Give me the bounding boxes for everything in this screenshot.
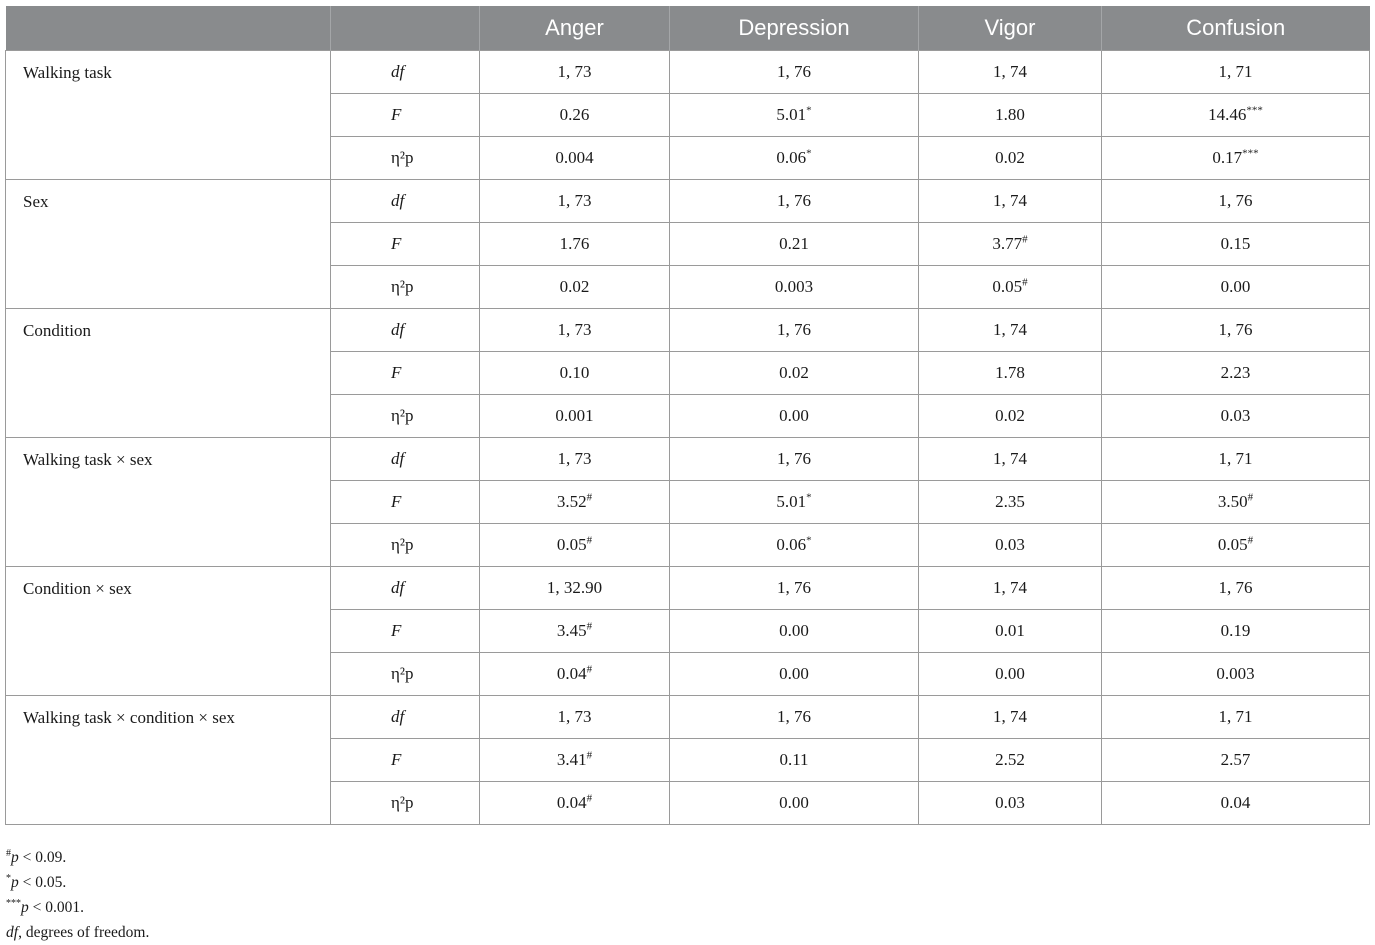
- cell-value: 0.19: [1220, 621, 1251, 640]
- footnote-symbol: ***: [6, 897, 21, 909]
- value-cell: [480, 653, 670, 696]
- cell-value: 0.02: [995, 406, 1025, 425]
- significance-marker: #: [1022, 233, 1028, 246]
- value-cell: [670, 696, 919, 739]
- value-cell: [670, 481, 919, 524]
- footnote-text: < 0.001.: [28, 899, 84, 916]
- value-cell: [1102, 180, 1370, 223]
- cell-value: 0.04: [556, 793, 587, 812]
- effect-label: Walking task × sex: [6, 438, 331, 567]
- value-cell: [919, 94, 1102, 137]
- statistic-label: F: [331, 610, 480, 653]
- cell-value: 3.52: [556, 492, 587, 511]
- statistic-label: df: [331, 180, 480, 223]
- significance-marker: #: [586, 792, 593, 805]
- footnote-text: , degrees of freedom.: [18, 924, 150, 941]
- value-cell: [919, 567, 1102, 610]
- value-cell: [670, 739, 919, 782]
- cell-value: 0.00: [779, 406, 809, 425]
- statistic-label: df: [331, 438, 480, 481]
- statistic-label: F: [331, 481, 480, 524]
- value-cell: [670, 309, 919, 352]
- cell-value: 1, 74: [993, 578, 1027, 597]
- significance-marker: #: [586, 749, 593, 762]
- cell-value: 0.003: [774, 277, 814, 296]
- value-cell: [670, 223, 919, 266]
- statistic-label: F: [331, 739, 480, 782]
- table-row: [6, 438, 1370, 481]
- value-cell: [670, 567, 919, 610]
- value-cell: [670, 653, 919, 696]
- value-cell: [480, 739, 670, 782]
- value-cell: [919, 352, 1102, 395]
- table-body: [6, 51, 1370, 825]
- significance-marker: ***: [1242, 147, 1259, 160]
- value-cell: [1102, 653, 1370, 696]
- header-depression: Depression: [670, 6, 919, 51]
- cell-value: 0.03: [995, 535, 1025, 554]
- value-cell: [1102, 438, 1370, 481]
- cell-value: 1, 71: [1218, 707, 1253, 726]
- table-row: [6, 51, 1370, 94]
- footnote-variable: df: [6, 924, 19, 941]
- significance-marker: *: [806, 534, 812, 547]
- cell-value: 0.15: [1220, 234, 1251, 253]
- cell-value: 1, 73: [557, 191, 592, 210]
- cell-value: 3.41: [556, 750, 587, 769]
- statistic-label: F: [331, 94, 480, 137]
- cell-value: 0.11: [779, 750, 809, 769]
- cell-value: 0.02: [779, 363, 809, 382]
- cell-value: 1, 76: [777, 191, 811, 210]
- table-row: [6, 180, 1370, 223]
- value-cell: [480, 51, 670, 94]
- cell-value: 1, 76: [1218, 191, 1253, 210]
- header-anger: Anger: [480, 6, 670, 51]
- value-cell: [1102, 610, 1370, 653]
- statistic-label: η²p: [331, 782, 480, 825]
- footnote-variable: p: [21, 899, 29, 916]
- statistic-label: df: [331, 51, 480, 94]
- value-cell: [1102, 309, 1370, 352]
- cell-value: 1, 74: [993, 62, 1027, 81]
- effect-label: Walking task: [6, 51, 331, 180]
- cell-value: 0.17: [1212, 148, 1243, 167]
- value-cell: [919, 524, 1102, 567]
- significance-marker: #: [586, 620, 593, 633]
- value-cell: [919, 481, 1102, 524]
- significance-marker: #: [586, 534, 593, 547]
- value-cell: [670, 610, 919, 653]
- value-cell: [919, 309, 1102, 352]
- value-cell: [480, 610, 670, 653]
- table-footnotes: [6, 845, 149, 945]
- significance-marker: #: [586, 663, 593, 676]
- effect-label: Condition: [6, 309, 331, 438]
- table-row: [6, 696, 1370, 739]
- cell-value: 1, 73: [557, 449, 592, 468]
- footnote-symbol: *: [6, 872, 11, 884]
- value-cell: [480, 180, 670, 223]
- value-cell: [919, 696, 1102, 739]
- header-row: [6, 6, 1370, 51]
- significance-marker: *: [806, 147, 812, 160]
- value-cell: [1102, 223, 1370, 266]
- significance-marker: #: [1022, 276, 1028, 289]
- cell-value: 5.01: [776, 492, 807, 511]
- cell-value: 3.77: [992, 234, 1023, 253]
- value-cell: [919, 782, 1102, 825]
- cell-value: 0.04: [1220, 793, 1251, 812]
- value-cell: [1102, 696, 1370, 739]
- cell-value: 0.21: [779, 234, 809, 253]
- cell-value: 2.52: [995, 750, 1025, 769]
- value-cell: [480, 137, 670, 180]
- cell-value: 1, 76: [1218, 578, 1253, 597]
- value-cell: [670, 266, 919, 309]
- value-cell: [670, 782, 919, 825]
- statistic-label: η²p: [331, 137, 480, 180]
- cell-value: 1, 76: [777, 320, 811, 339]
- cell-value: 1, 76: [777, 62, 811, 81]
- cell-value: 0.00: [779, 664, 809, 683]
- cell-value: 0.10: [559, 363, 590, 382]
- cell-value: 0.03: [1220, 406, 1251, 425]
- cell-value: 0.06: [776, 148, 807, 167]
- statistic-label: η²p: [331, 653, 480, 696]
- cell-value: 3.45: [556, 621, 587, 640]
- value-cell: [670, 51, 919, 94]
- cell-value: 0.05: [992, 277, 1023, 296]
- value-cell: [919, 610, 1102, 653]
- cell-value: 2.35: [995, 492, 1025, 511]
- value-cell: [1102, 352, 1370, 395]
- statistic-label: F: [331, 223, 480, 266]
- cell-value: 1, 74: [993, 707, 1027, 726]
- value-cell: [670, 524, 919, 567]
- value-cell: [480, 94, 670, 137]
- cell-value: 0.004: [555, 148, 594, 167]
- cell-value: 14.46: [1208, 105, 1247, 124]
- cell-value: 1, 73: [557, 707, 592, 726]
- header-effect: [6, 6, 331, 51]
- value-cell: [480, 395, 670, 438]
- footnote: [6, 895, 149, 920]
- cell-value: 0.02: [559, 277, 590, 296]
- value-cell: [919, 653, 1102, 696]
- value-cell: [1102, 94, 1370, 137]
- statistic-label: η²p: [331, 395, 480, 438]
- table-row: [6, 309, 1370, 352]
- value-cell: [670, 438, 919, 481]
- statistic-label: df: [331, 696, 480, 739]
- value-cell: [480, 524, 670, 567]
- value-cell: [1102, 266, 1370, 309]
- value-cell: [480, 352, 670, 395]
- cell-value: 3.50: [1217, 492, 1248, 511]
- value-cell: [1102, 51, 1370, 94]
- value-cell: [670, 180, 919, 223]
- cell-value: 1, 71: [1218, 449, 1253, 468]
- value-cell: [480, 567, 670, 610]
- value-cell: [1102, 481, 1370, 524]
- statistic-label: η²p: [331, 524, 480, 567]
- cell-value: 1, 74: [993, 320, 1027, 339]
- cell-value: 0.001: [555, 406, 594, 425]
- cell-value: 1, 32.90: [546, 578, 603, 597]
- value-cell: [919, 395, 1102, 438]
- cell-value: 2.23: [1220, 363, 1251, 382]
- value-cell: [919, 51, 1102, 94]
- footnote: [6, 870, 149, 895]
- significance-marker: ***: [1246, 104, 1263, 117]
- value-cell: [919, 180, 1102, 223]
- cell-value: 0.02: [995, 148, 1025, 167]
- cell-value: 1, 74: [993, 449, 1027, 468]
- value-cell: [670, 352, 919, 395]
- table-row: [6, 567, 1370, 610]
- footnote: [6, 920, 149, 945]
- cell-value: 1, 76: [1218, 320, 1253, 339]
- cell-value: 1, 76: [777, 449, 811, 468]
- footnote: [6, 845, 149, 870]
- value-cell: [480, 266, 670, 309]
- value-cell: [480, 481, 670, 524]
- statistic-label: F: [331, 352, 480, 395]
- cell-value: 0.05: [556, 535, 587, 554]
- value-cell: [1102, 524, 1370, 567]
- value-cell: [919, 739, 1102, 782]
- footnote-variable: p: [11, 849, 19, 866]
- effect-label: Sex: [6, 180, 331, 309]
- cell-value: 0.00: [1220, 277, 1251, 296]
- significance-marker: #: [1247, 491, 1254, 504]
- footnote-variable: p: [11, 874, 19, 891]
- cell-value: 0.00: [779, 793, 809, 812]
- value-cell: [919, 223, 1102, 266]
- statistic-label: η²p: [331, 266, 480, 309]
- cell-value: 1, 76: [777, 707, 811, 726]
- cell-value: 0.03: [995, 793, 1025, 812]
- value-cell: [1102, 567, 1370, 610]
- value-cell: [1102, 782, 1370, 825]
- cell-value: 1, 76: [777, 578, 811, 597]
- cell-value: 0.05: [1217, 535, 1248, 554]
- cell-value: 2.57: [1220, 750, 1251, 769]
- value-cell: [1102, 739, 1370, 782]
- cell-value: 0.00: [995, 664, 1025, 683]
- value-cell: [1102, 395, 1370, 438]
- cell-value: 1.78: [995, 363, 1025, 382]
- footnote-symbol: #: [6, 847, 11, 859]
- cell-value: 0.04: [556, 664, 587, 683]
- footnote-text: < 0.09.: [18, 849, 67, 866]
- header-statistic: [331, 6, 480, 51]
- significance-marker: *: [806, 491, 812, 504]
- cell-value: 1, 74: [993, 191, 1027, 210]
- cell-value: 0.06: [776, 535, 807, 554]
- value-cell: [480, 309, 670, 352]
- value-cell: [919, 438, 1102, 481]
- significance-marker: #: [586, 491, 593, 504]
- cell-value: 1, 73: [557, 320, 592, 339]
- effect-label: Walking task × condition × sex: [6, 696, 331, 825]
- footnote-text: < 0.05.: [18, 874, 67, 891]
- value-cell: [1102, 137, 1370, 180]
- cell-value: 0.01: [995, 621, 1025, 640]
- effect-label: Condition × sex: [6, 567, 331, 696]
- cell-value: 1.76: [559, 234, 590, 253]
- value-cell: [480, 696, 670, 739]
- cell-value: 1, 73: [557, 62, 592, 81]
- value-cell: [480, 782, 670, 825]
- significance-marker: *: [806, 104, 812, 117]
- cell-value: 5.01: [776, 105, 807, 124]
- value-cell: [480, 438, 670, 481]
- cell-value: 1.80: [995, 105, 1025, 124]
- statistic-label: df: [331, 567, 480, 610]
- cell-value: 1, 71: [1218, 62, 1253, 81]
- header-confusion: Confusion: [1102, 6, 1370, 51]
- results-table: [5, 6, 1370, 825]
- value-cell: [670, 137, 919, 180]
- header-vigor: Vigor: [919, 6, 1102, 51]
- cell-value: 0.26: [559, 105, 590, 124]
- value-cell: [670, 94, 919, 137]
- cell-value: 0.00: [779, 621, 809, 640]
- value-cell: [919, 137, 1102, 180]
- value-cell: [480, 223, 670, 266]
- significance-marker: #: [1247, 534, 1254, 547]
- cell-value: 0.003: [1216, 664, 1255, 683]
- value-cell: [670, 395, 919, 438]
- value-cell: [919, 266, 1102, 309]
- statistic-label: df: [331, 309, 480, 352]
